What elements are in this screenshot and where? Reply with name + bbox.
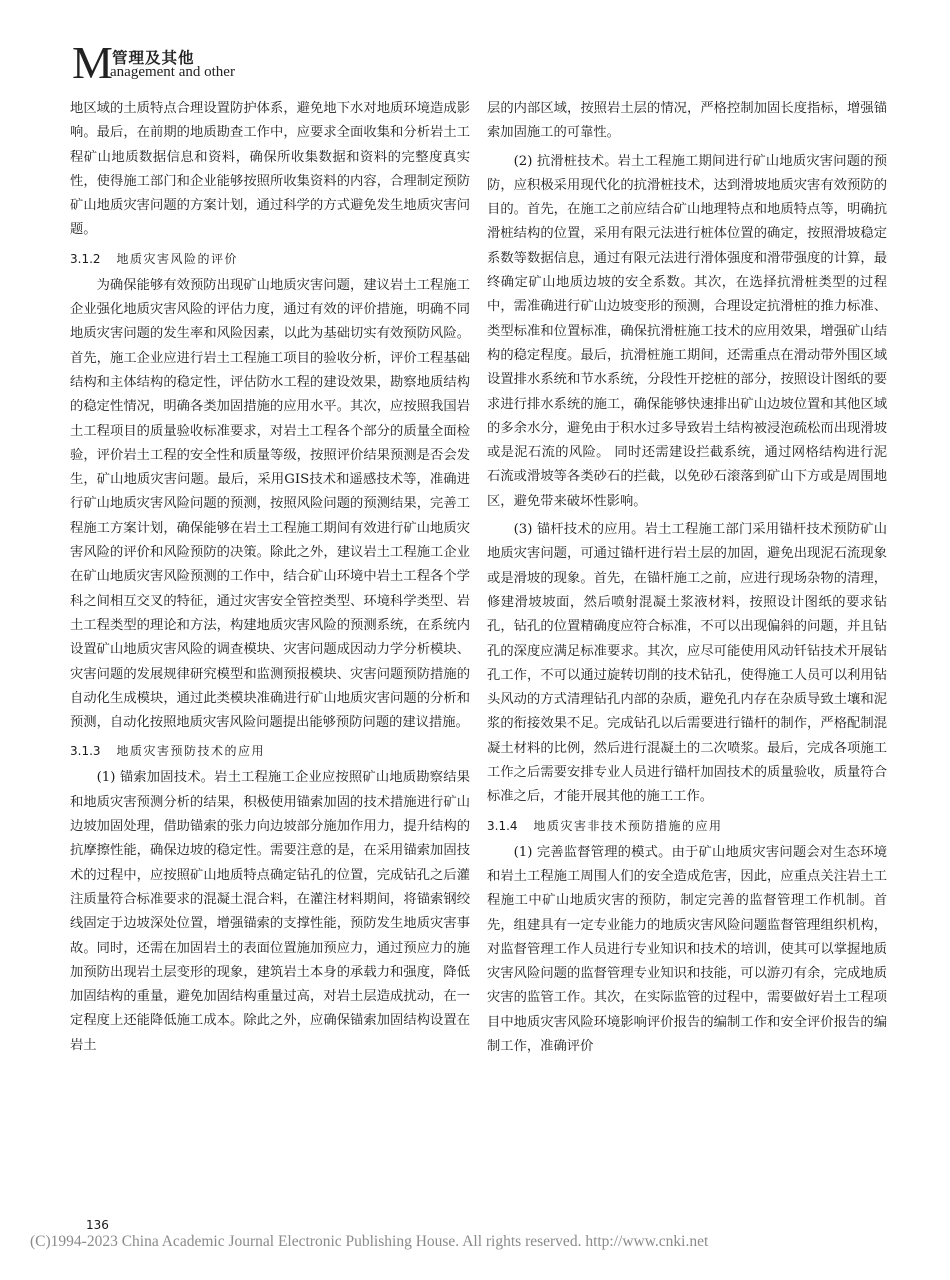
page-number: 136: [86, 1218, 109, 1232]
paragraph-anchor-cable: (1) 锚索加固技术。岩土工程施工企业应按照矿山地质勘察结果和地质灾害预测分析的结果，积极使用锚索加固的技术措施进行矿山边坡加固处理，借助锚索的张力向边坡部分施加作用力，提升结构的抗摩擦性能，确保边坡的稳定性。需要注意的是，在采用锚索加固技术的过程中，应按照矿山地质特点确定钻孔的位置，完成钻孔之后灌注质量符合标准要求的混凝土混合料，在灌注材料期间，将锚索钢绞线固定于边坡深处位置，增强锚索的支撑性能，预防发生地质灾害事故。同时，还需在加固岩土的表面位置施加预应力，通过预应力的施加预防出现岩土层变形的现象，建筑岩土本身的承载力和强度，降低加固结构的重量，避免加固结构重量过高，对岩土层造成扰动，在一定程度上还能降低施工成本。除此之外，应确保锚索加固结构设置在岩土: [70, 770, 470, 1053]
paragraph-continued: 地区域的土质特点合理设置防护体系，避免地下水对地质环境造成影响。最后，在前期的地质勘查工作中，应要求全面收集和分析岩土工程矿山地质数据信息和资料，确保所收集数据和资料的完整度真实性，使得施工部门和企业能够按照所收集资料的内容，合理制定预防矿山地质灾害问题的方案计划，通过科学的方式避免发生地质灾害问题。: [70, 101, 470, 238]
subheading-3-1-3: [70, 739, 470, 763]
subheading-number: 3.1.2: [70, 251, 101, 266]
subheading-number: 3.1.3: [70, 744, 101, 759]
header-initial: M: [72, 37, 113, 88]
subheading-title: 地质灾害预防技术的应用: [116, 744, 266, 759]
paragraph-anti-slide-pile: (2) 抗滑桩技术。岩土工程施工期间进行矿山地质灾害问题的预防，应积极采用现代化的抗滑桩技术，达到滑坡地质灾害有效预防的目的。首先，在施工之前应结合矿山地理特点和地质特点等，明确抗滑桩结构的位置，采用有限元法进行桩体位置的确定，按照滑坡稳定系数等数据信息，通过有限元法进行滑体强度和滑带强度的计算，最终确定矿山地质边坡的安全系数。其次，在选择抗滑桩类型的过程中，需准确进行矿山边坡变形的预测，合理设定抗滑桩的推力标准、类型标准和位置标准，确保抗滑桩施工技术的应用效果，增强矿山结构的稳定程度。最后，抗滑桩施工期间，还需重点在滑动带外围区域设置排水系统和节水系统，分段性开挖桩的部分，按照设计图纸的要求进行排水系统的施工，确保能够快速排出矿山边坡位置和其他区域的多余水分，避免由于积水过多导致岩土结构被浸泡疏松而出现滑坡或是泥石流的风险。 同时还需建设拦截系统，通过网格结构进行泥石流或滑坡等各类砂石的拦截，以免砂石滚落到矿山下方或是周围地区，避免带来破坏性影响。: [487, 153, 887, 509]
subheading-3-1-4: [487, 814, 887, 838]
paragraph-anchor-rod: (3) 锚杆技术的应用。岩土工程施工部门采用锚杆技术预防矿山地质灾害问题，可通过锚杆进行岩土层的加固，避免出现泥石流现象或是滑坡的现象。首先，在锚杆施工之前，应进行现场杂物的清理，修建滑坡坡面，然后喷射混凝土浆液材料，按照设计图纸的要求钻孔，钻孔的位置精确度应符合标准，不可以出现偏斜的问题，并且钻孔的深度应满足标准要求。其次，应尽可能使用风动钎钻技术开展钻孔工作，不可以通过旋转切削的技术钻孔，使得施工人员可以利用钻头风动的方式清理钻孔内部的杂质，避免孔内存在杂质导致土壤和泥浆的衔接效果不足。完成钻孔以后需要进行锚杆的制作，严格配制混凝土材料的比例，然后进行混凝土的二次喷浆。最后，完成各项施工工作之后需要安排专业人员进行锚杆加固技术的质量验收，质量符合标准之后，才能开展其他的施工工作。: [487, 522, 887, 805]
paragraph-risk-evaluation: 为确保能够有效预防出现矿山地质灾害问题，建议岩土工程施工企业强化地质灾害风险的评估力度，通过有效的评价措施，明确不同地质灾害问题的发生率和风险因素，以此为基础切实有效预防风险。首先，施工企业应进行岩土工程施工项目的验收分析，评价工程基础结构和主体结构的稳定性，评估防水工程的建设效果，勘察地质结构的稳定性情况，明确各类加固措施的应用水平。其次，应按照我国岩土工程项目的质量验收标准要求，对岩土工程各个部分的质量全面检验，评价岩土工程的安全性和质量等级，按照评价结果预测是否会发生，矿山地质灾害问题。最后，采用GIS技术和遥感技术等，准确进行矿山地质灾害风险问题的预测，按照风险问题的预测结果，完善工程施工方案计划，确保能够在岩土工程施工期间有效进行矿山地质灾害风险的评价和风险预防的决策。除此之外，建议岩土工程施工企业在矿山地质灾害风险预测的工作中，结合矿山环境中岩土工程各个学科之间相互交叉的特征，通过灾害安全管控类型、环境科学类型、岩土工程类型的理论和方法，构建地质灾害风险的预测系统，在系统内设置矿山地质灾害风险的调查模块、灾害问题成因动力学分析模块、灾害问题的发展规律研究模型和监测预报模块、灾害问题预防措施的自动化生成模块，通过此类模块准确进行矿山地质灾害问题的分析和预测，自动化按照地质灾害风险问题提出能够预防问题的建议措施。: [70, 277, 470, 731]
left-column: [70, 97, 470, 1058]
section-title-en: anagement and other: [110, 64, 235, 80]
subheading-number: 3.1.4: [487, 818, 518, 833]
right-column: [487, 97, 887, 1059]
paragraph-continued: 层的内部区域，按照岩土层的情况，严格控制加固长度指标，增强锚索加固施工的可靠性。: [487, 101, 887, 141]
section-title-cn: 管理及其他: [112, 49, 195, 67]
subheading-3-1-2: [70, 247, 470, 271]
subheading-title: 地质灾害非技术预防措施的应用: [533, 818, 723, 833]
copyright-notice: (C)1994-2023 China Academic Journal Electronic Publishing House. All rights reserved. http://www.cnki.net: [30, 1233, 709, 1250]
section-header: [70, 37, 370, 88]
subheading-title: 地质灾害风险的评价: [116, 251, 239, 266]
paragraph-supervision: (1) 完善监督管理的模式。由于矿山地质灾害问题会对生态环境和岩土工程施工周围人们的安全造成危害，因此，应重点关注岩土工程施工中矿山地质灾害的预防，制定完善的监督管理工作机制。首先，组建具有一定专业能力的地质灾害风险问题监督管理组织机构，对监督管理工作人员进行专业知识和技术的培训，使其可以掌握地质灾害风险问题的监督管理专业知识和技能，可以游刃有余，完成地质灾害的监管工作。其次，在实际监管的过程中，需要做好岩土工程项目中地质灾害风险环境影响评价报告的编制工作和安全评价报告的编制工作，准确评价: [487, 844, 887, 1054]
